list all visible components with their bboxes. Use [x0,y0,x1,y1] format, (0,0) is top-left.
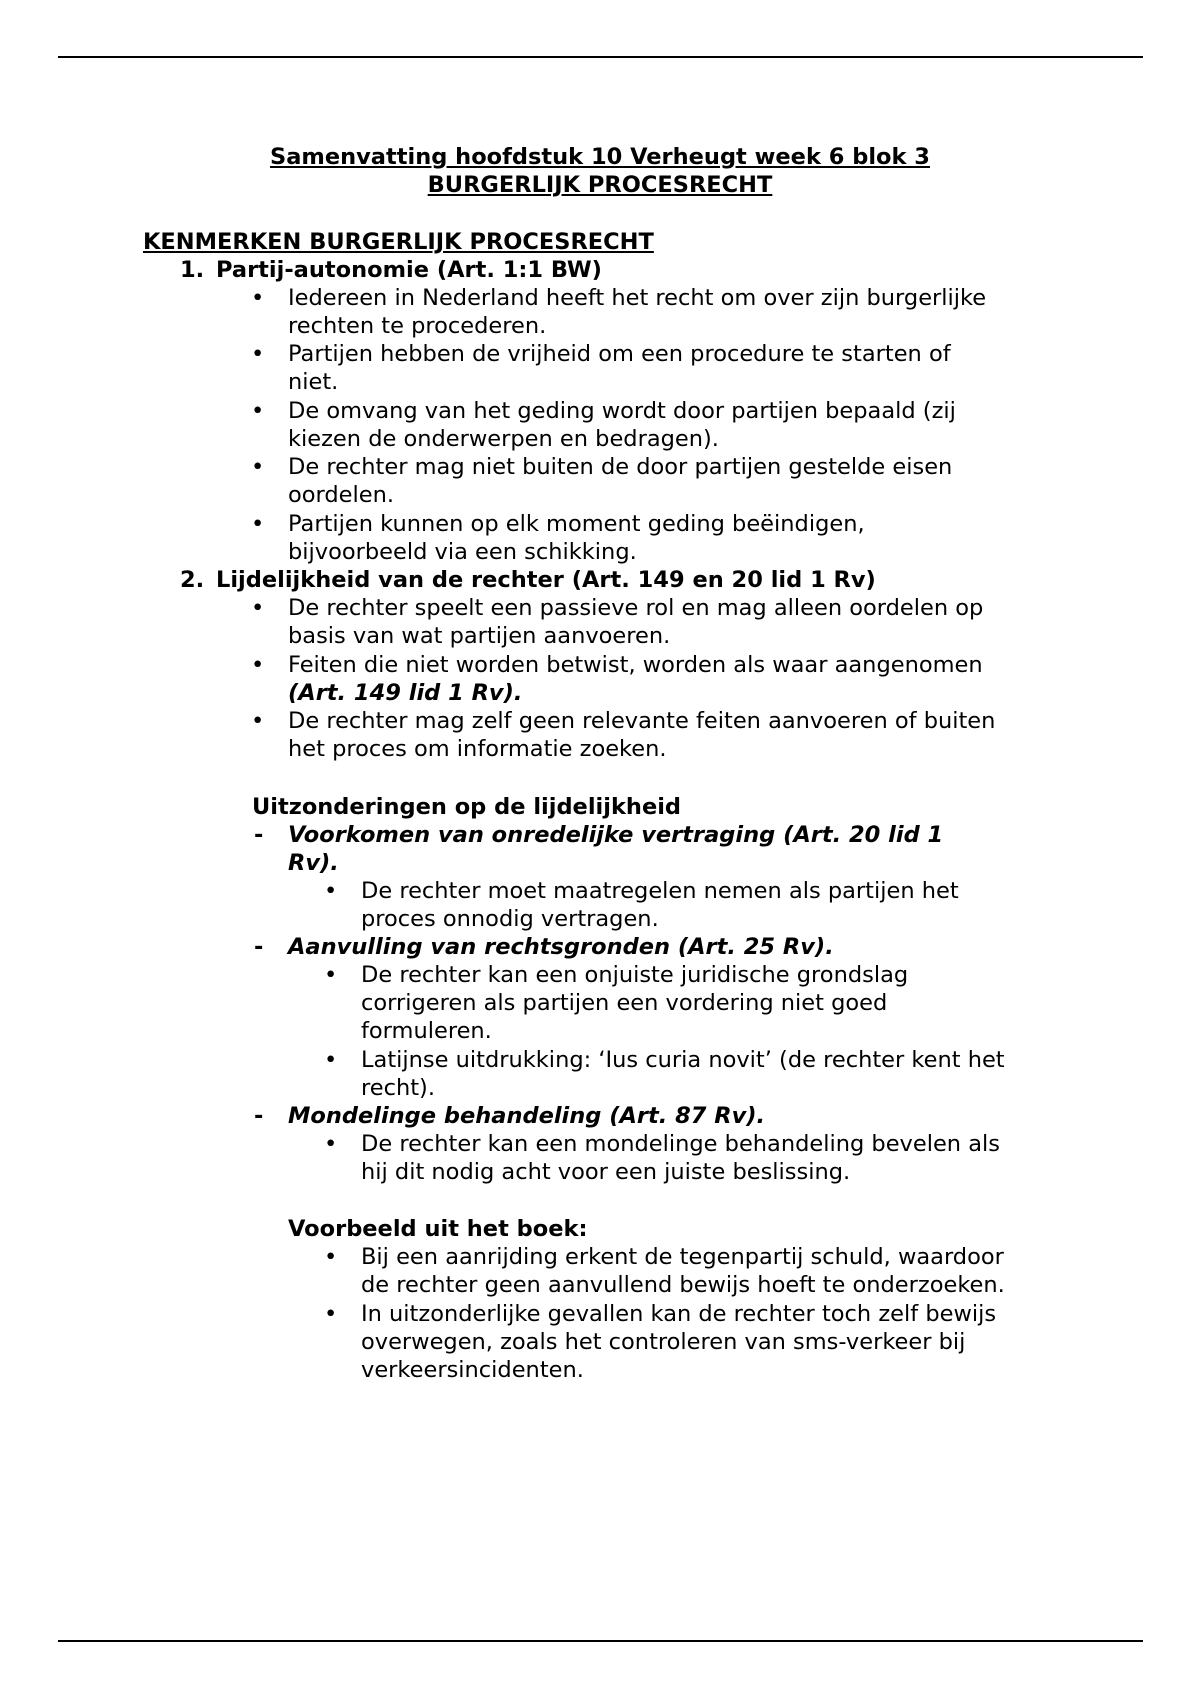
example-heading: Voorbeeld uit het boek: [288,1216,588,1242]
list-item: In uitzonderlijke gevallen kan de rechter toch zelf bewijs [361,1301,997,1327]
exception-title: Voorkomen van onredelijke vertraging (Art. 20 lid 1 [288,822,944,848]
bullet-icon: • [251,652,265,678]
dash-marker: - [254,822,264,848]
list-item-cont: overwegen, zoals het controleren van sms-verkeer bij [361,1329,966,1355]
list-item-cont: de rechter geen aanvullend bewijs hoeft te onderzoeken. [361,1272,1005,1298]
list-item-cont: hij dit nodig acht voor een juiste beslissing. [361,1159,851,1185]
numbered-heading-2: Lijdelijkheid van de rechter (Art. 149 en 20 lid 1 Rv) [216,567,876,593]
bullet-icon: • [251,454,265,480]
bullet-icon: • [324,878,338,904]
list-item: Bij een aanrijding erkent de tegenpartij schuld, waardoor [361,1244,1004,1270]
bullet-icon: • [251,511,265,537]
list-item-cont: rechten te procederen. [288,313,547,339]
list-item-cont: bijvoorbeeld via een schikking. [288,539,637,565]
list-item-cont: recht). [361,1075,435,1101]
bullet-icon: • [324,1131,338,1157]
bottom-rule [58,1640,1143,1642]
exceptions-heading: Uitzonderingen op de lijdelijkheid [252,794,682,820]
bullet-icon: • [324,1301,338,1327]
list-item: De rechter kan een mondelinge behandeling bevelen als [361,1131,1000,1157]
list-item: De rechter mag zelf geen relevante feiten aanvoeren of buiten [288,708,996,734]
bullet-icon: • [251,398,265,424]
list-item: De omvang van het geding wordt door partijen bepaald (zij [288,398,956,424]
bullet-icon: • [324,1047,338,1073]
list-item-cont: corrigeren als partijen een vordering niet goed [361,990,888,1016]
list-item-cont: (Art. 149 lid 1 Rv). [288,680,523,706]
list-item: Feiten die niet worden betwist, worden als waar aangenomen [288,652,983,678]
list-item: Iedereen in Nederland heeft het recht om over zijn burgerlijke [288,285,987,311]
list-item: Latijnse uitdrukking: ‘Ius curia novit’ (de rechter kent het [361,1047,1005,1073]
bullet-icon: • [251,285,265,311]
list-item-cont: proces onnodig vertragen. [361,906,659,932]
numbered-heading-1: Partij-autonomie (Art. 1:1 BW) [216,257,602,283]
top-rule [58,56,1143,58]
exception-title: Aanvulling van rechtsgronden (Art. 25 Rv). [288,934,834,960]
list-item: De rechter kan een onjuiste juridische grondslag [361,962,909,988]
bullet-icon: • [251,595,265,621]
dash-marker: - [254,934,264,960]
list-item-cont: het proces om informatie zoeken. [288,736,667,762]
exception-title: Mondelinge behandeling (Art. 87 Rv). [288,1103,766,1129]
list-item: De rechter mag niet buiten de door partijen gestelde eisen [288,454,953,480]
list-item: Partijen hebben de vrijheid om een procedure te starten of [288,341,951,367]
numbered-marker-1: 1. [180,257,205,283]
document-subtitle: BURGERLIJK PROCESRECHT [427,172,773,198]
bullet-icon: • [324,962,338,988]
section-heading: KENMERKEN BURGERLIJK PROCESRECHT [143,229,654,255]
list-item-cont: kiezen de onderwerpen en bedragen). [288,426,719,452]
document-title: Samenvatting hoofdstuk 10 Verheugt week 6 blok 3 [270,144,930,170]
list-item-cont: formuleren. [361,1018,492,1044]
bullet-icon: • [251,341,265,367]
list-item-cont: verkeersincidenten. [361,1357,584,1383]
bullet-icon: • [251,708,265,734]
bullet-icon: • [324,1244,338,1270]
list-item-cont: oordelen. [288,482,395,508]
numbered-marker-2: 2. [180,567,205,593]
exception-title-cont: Rv). [288,850,339,876]
list-item: Partijen kunnen op elk moment geding beëindigen, [288,511,865,537]
list-item-cont: basis van wat partijen aanvoeren. [288,623,671,649]
list-item-cont: niet. [288,369,339,395]
list-item: De rechter moet maatregelen nemen als partijen het [361,878,959,904]
dash-marker: - [254,1103,264,1129]
list-item: De rechter speelt een passieve rol en mag alleen oordelen op [288,595,984,621]
